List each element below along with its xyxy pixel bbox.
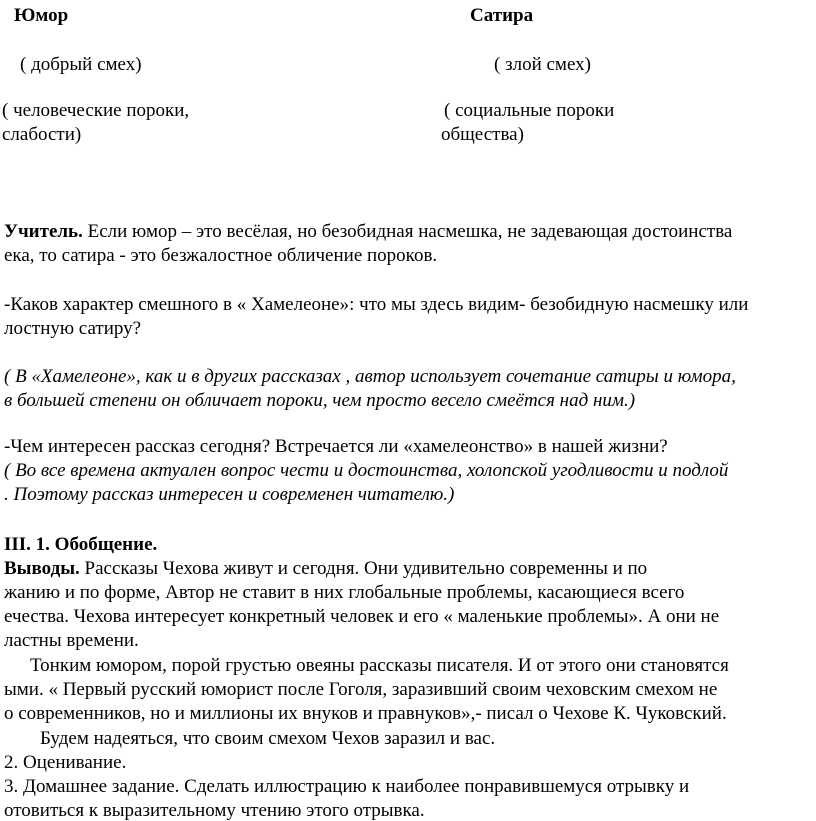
question1-line2: лостную сатиру? <box>4 318 142 339</box>
question2-line1: -Чем интересен рассказ сегодня? Встречается ли «хамелеонство» в нашей жизни? <box>4 436 668 457</box>
answer1-line2: в большей степени он обличает пороки, чем просто весело смеётся над ним.) <box>4 390 636 411</box>
humor-title: Юмор <box>14 5 69 26</box>
summary-heading: III. 1. Обобщение. <box>4 534 158 555</box>
summary-line5: Тонким юмором, порой грустью овеяны рассказы писателя. И от этого они становятся <box>30 655 729 676</box>
answer2-line1: ( Во все времена актуален вопрос чести и достоинства, холопской угодливости и подлой <box>4 460 729 481</box>
teacher-line2: ека, то сатира - это безжалостное обличение пороков. <box>4 245 438 266</box>
conclusions-label: Выводы. <box>4 558 80 579</box>
evaluation: 2. Оценивание. <box>4 752 127 773</box>
summary-line2: жанию и по форме, Автор не ставит в них глобальные проблемы, касающиеся всего <box>4 582 685 603</box>
teacher-line1 <box>4 222 732 241</box>
humor-kind: ( добрый смех) <box>20 54 142 75</box>
satire-target-line2: общества) <box>441 124 524 145</box>
humor-target-line2: слабости) <box>2 124 82 145</box>
conclusions-text: Рассказы Чехова живут и сегодня. Они удивительно современны и по <box>79 558 648 579</box>
satire-title: Сатира <box>470 5 534 26</box>
teacher-text: Если юмор – это весёлая, но безобидная насмешка, не задевающая достоинства <box>82 221 733 242</box>
homework-line1: 3. Домашнее задание. Сделать иллюстрацию к наиболее понравившемуся отрывку и <box>4 776 690 797</box>
summary-line8: Будем надеяться, что своим смехом Чехов заразил и вас. <box>40 728 496 749</box>
summary-line4: ластны времени. <box>4 630 139 651</box>
summary-line6: ыми. « Первый русский юморист после Гоголя, заразивший своим чеховским смехом не <box>4 679 718 700</box>
answer2-line2: . Поэтому рассказ интересен и современен читателю.) <box>4 484 455 505</box>
satire-kind: ( злой смех) <box>494 54 591 75</box>
humor-target-line1: ( человеческие пороки, <box>2 100 190 121</box>
conclusions-line1 <box>4 559 647 578</box>
question1-line1: -Каков характер смешного в « Хамелеоне»: что мы здесь видим- безобидную насмешку или <box>4 294 749 315</box>
homework-line2: отовиться к выразительному чтению этого отрывка. <box>4 800 425 821</box>
summary-line7: о современников, но и миллионы их внуков и правнуков»,- писал о Чехове К. Чуковский. <box>4 703 727 724</box>
answer1-line1: ( В «Хамелеоне», как и в других рассказах , автор использует сочетание сатиры и юмора, <box>4 366 736 387</box>
summary-line3: ечества. Чехова интересует конкретный человек и его « маленькие проблемы». А они не <box>4 606 720 627</box>
teacher-label: Учитель. <box>4 221 83 242</box>
satire-target-line1: ( социальные пороки <box>444 100 615 121</box>
